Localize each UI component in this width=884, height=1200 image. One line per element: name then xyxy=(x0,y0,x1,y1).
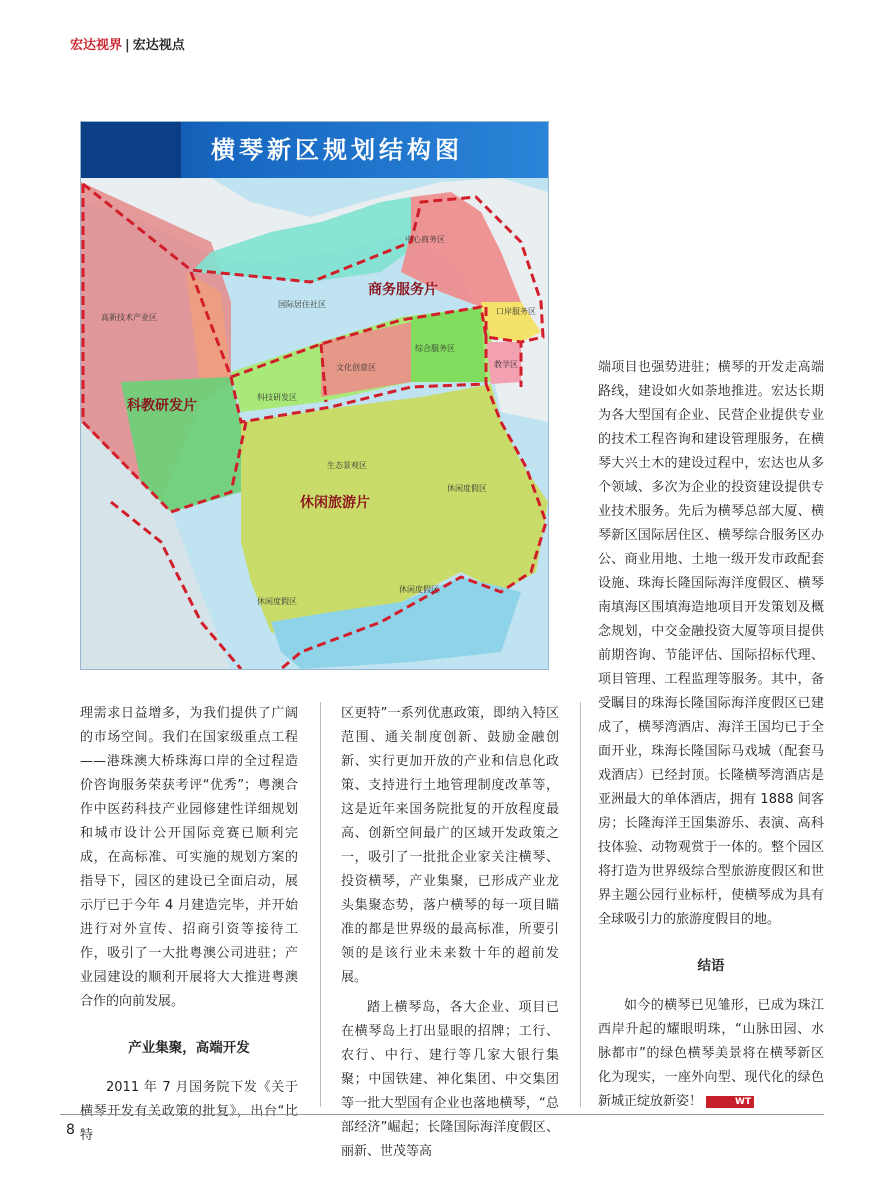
zone-culture: 文化创意区 xyxy=(336,363,376,372)
zone-port-service: 口岸服务区 xyxy=(496,307,536,316)
zone-international-residential: 国际居住社区 xyxy=(278,300,326,309)
planning-map xyxy=(80,121,549,670)
zone-cbd: 中心商务区 xyxy=(405,235,445,244)
map-title-notch xyxy=(81,122,181,178)
column-2 xyxy=(341,702,559,1164)
col3-heading: 结语 xyxy=(697,958,725,974)
header-column: 宏达视点 xyxy=(132,38,185,53)
col3-paragraph-1: 端项目也强势进驻；横琴的开发走高端路线，建设如火如荼地推进。宏达长期为各大型国有企业、民营企业提供专业的技术工程咨询和建设管理服务，在横琴大兴土木的建设过程中，宏达也从多个领域、多次为企业的投资建设提供专业技术服务。先后为横琴总部大厦、横琴新区国际居住区、横琴综合服务区办公、商业用地、土地一级开发市政配套设施、珠海长隆国际海洋度假区、横琴南填海区围填海造地项目开发策划及概念规划，中交金融投资大厦等项目提供前期咨询、节能评估、国际招标代理、项目管理、工程监理等服务。其中，备受瞩目的珠海长隆国际海洋度假区已建成了，横琴湾酒店、海洋王国均已于全面开业，珠海长隆国际马戏城（配套马戏酒店）已经封顶。长隆横琴湾酒店是亚洲最大的单体酒店，拥有 1888 间客房；长隆海洋王国集游乐、表演、高科技体验、动物观赏于一体的。整个园区将打造为世界级综合型旅游度假区和世界主题公园行业标杆，使横琴成为具有全球吸引力的旅游度假目的地。 xyxy=(598,360,824,927)
zone-ecology: 生态景观区 xyxy=(327,461,367,470)
map-title-band xyxy=(81,122,548,178)
zone-resort-b: 休闲度假区 xyxy=(399,585,439,594)
column-3 xyxy=(598,356,824,1114)
district-science: 科教研发片 xyxy=(127,398,197,414)
header-separator: | xyxy=(125,38,130,53)
district-commercial: 商务服务片 xyxy=(368,282,438,298)
column-divider-1 xyxy=(320,702,321,1107)
zone-resort-a: 休闲度假区 xyxy=(447,484,487,493)
col3-paragraph-2-text: 如今的横琴已见雏形，已成为珠江西岸升起的耀眼明珠，“山脉田园、水脉都市”的绿色横琴美景将在横琴新区化为现实，一座外向型、现代化的绿色新城正绽放新姿！ xyxy=(598,998,824,1109)
footer-rule xyxy=(60,1114,824,1115)
col3-paragraph-2 xyxy=(598,994,824,1114)
wt-end-badge: WT xyxy=(706,1096,754,1108)
column-1 xyxy=(80,702,298,1148)
col2-paragraph-2: 踏上横琴岛，各大企业、项目已在横琴岛上打出显眼的招牌；工行、农行、中行、建行等几家大银行集聚；中国铁建、神化集团、中交集团等一批大型国有企业也落地横琴，“总部经济”崛起；长隆国际海洋度假区、丽新、世茂等高 xyxy=(341,1000,559,1159)
page-header xyxy=(70,34,185,53)
col1-paragraph-1: 理需求日益增多，为我们提供了广阔的市场空间。我们在国家级重点工程——港珠澳大桥珠海口岸的全过程造价咨询服务荣获考评“优秀”；粤澳合作中医药科技产业园修建性详细规划和城市设计公开国际竞赛已顺利完成，在高标准、可实施的规划方案的指导下，园区的建设已全面启动，展示厅已于今年 4 月建造完毕，并开始进行对外宣传、招商引资等接待工作，吸引了一大批粤澳公司进驻；产业园建设的顺利开展将大大推进粤澳合作的向前发展。 xyxy=(80,706,298,1009)
column-divider-2 xyxy=(580,702,581,1107)
zone-resort-c: 休闲度假区 xyxy=(257,597,297,606)
col1-paragraph-2: 2011 年 7 月国务院下发《关于横琴开发有关政策的批复》，出台“比特 xyxy=(80,1080,298,1143)
zone-hitech: 高新技术产业区 xyxy=(101,313,157,322)
district-leisure: 休闲旅游片 xyxy=(300,495,370,511)
zone-science-research: 科技研发区 xyxy=(257,393,297,402)
col2-paragraph-1: 区更特”一系列优惠政策，即纳入特区范围、通关制度创新、鼓励金融创新、实行更加开放的产业和信息化政策、支持进行土地管理制度改革等，这是近年来国务院批复的开放程度最高、创新空间最广的区域开发政策之一，吸引了一批批企业家关注横琴、投资横琴，产业集聚，已形成产业龙头集聚态势，落户横琴的每一项目瞄准的都是世界级的最高标准，所要引领的是该行业未来数十年的超前发展。 xyxy=(341,706,559,985)
header-section: 宏达视界 xyxy=(70,38,123,53)
page-number: 8 xyxy=(66,1122,75,1138)
col1-heading: 产业集聚，高端开发 xyxy=(128,1040,250,1056)
zone-education: 教学区 xyxy=(494,360,518,369)
zone-comprehensive: 综合服务区 xyxy=(415,344,455,353)
map-title: 横琴新区规划结构图 xyxy=(211,136,463,164)
